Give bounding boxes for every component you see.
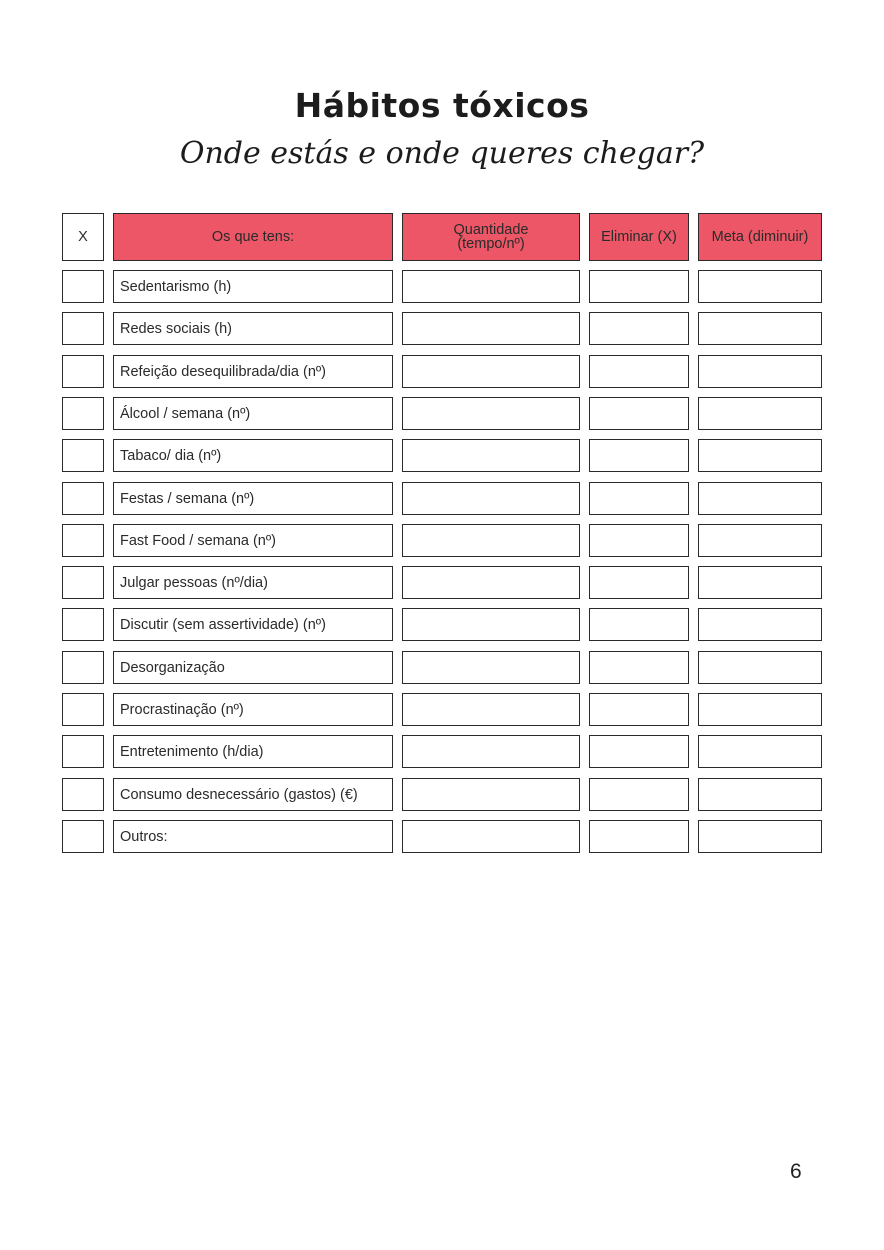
row-eliminate-field[interactable] [589,566,689,599]
row-checkbox[interactable] [62,651,104,684]
row-goal-field[interactable] [698,820,822,853]
row-goal-field[interactable] [698,566,822,599]
column-header-x: X [62,213,104,261]
row-checkbox[interactable] [62,735,104,768]
row-goal-field[interactable] [698,482,822,515]
row-eliminate-field[interactable] [589,735,689,768]
row-label: Desorganização [113,651,393,684]
row-label: Consumo desnecessário (gastos) (€) [113,778,393,811]
row-quantity-field[interactable] [402,482,580,515]
row-eliminate-field[interactable] [589,608,689,641]
row-quantity-field[interactable] [402,820,580,853]
row-eliminate-field[interactable] [589,439,689,472]
page-subtitle: Onde estás e onde queres chegar? [179,136,705,171]
row-eliminate-field[interactable] [589,482,689,515]
row-quantity-field[interactable] [402,397,580,430]
row-label: Procrastinação (nº) [113,693,393,726]
row-checkbox[interactable] [62,397,104,430]
column-header-eliminate: Eliminar (X) [589,213,689,261]
row-checkbox[interactable] [62,524,104,557]
page-title: Hábitos tóxicos [294,86,590,125]
row-quantity-field[interactable] [402,693,580,726]
row-quantity-field[interactable] [402,735,580,768]
row-checkbox[interactable] [62,439,104,472]
row-goal-field[interactable] [698,651,822,684]
row-label: Refeição desequilibrada/dia (nº) [113,355,393,388]
row-eliminate-field[interactable] [589,397,689,430]
row-label: Entretenimento (h/dia) [113,735,393,768]
row-eliminate-field[interactable] [589,693,689,726]
row-goal-field[interactable] [698,270,822,303]
row-quantity-field[interactable] [402,566,580,599]
row-quantity-field[interactable] [402,312,580,345]
row-eliminate-field[interactable] [589,820,689,853]
row-checkbox[interactable] [62,566,104,599]
row-label: Redes sociais (h) [113,312,393,345]
row-goal-field[interactable] [698,439,822,472]
row-quantity-field[interactable] [402,355,580,388]
row-quantity-field[interactable] [402,270,580,303]
row-checkbox[interactable] [62,312,104,345]
row-goal-field[interactable] [698,735,822,768]
row-quantity-field[interactable] [402,524,580,557]
row-checkbox[interactable] [62,482,104,515]
row-eliminate-field[interactable] [589,778,689,811]
row-quantity-field[interactable] [402,778,580,811]
column-header-goal: Meta (diminuir) [698,213,822,261]
row-goal-field[interactable] [698,397,822,430]
row-checkbox[interactable] [62,270,104,303]
page-number: 6 [790,1160,802,1183]
row-label: Julgar pessoas (nº/dia) [113,566,393,599]
row-label: Festas / semana (nº) [113,482,393,515]
row-eliminate-field[interactable] [589,355,689,388]
row-checkbox[interactable] [62,355,104,388]
row-goal-field[interactable] [698,524,822,557]
row-goal-field[interactable] [698,312,822,345]
row-quantity-field[interactable] [402,439,580,472]
row-checkbox[interactable] [62,693,104,726]
row-label: Sedentarismo (h) [113,270,393,303]
row-checkbox[interactable] [62,778,104,811]
row-eliminate-field[interactable] [589,524,689,557]
row-eliminate-field[interactable] [589,312,689,345]
row-checkbox[interactable] [62,820,104,853]
row-goal-field[interactable] [698,693,822,726]
row-label: Discutir (sem assertividade) (nº) [113,608,393,641]
row-goal-field[interactable] [698,355,822,388]
row-goal-field[interactable] [698,778,822,811]
row-label: Álcool / semana (nº) [113,397,393,430]
column-header-quantity: Quantidade (tempo/nº) [402,213,580,261]
row-label: Fast Food / semana (nº) [113,524,393,557]
row-label: Outros: [113,820,393,853]
row-quantity-field[interactable] [402,651,580,684]
row-label: Tabaco/ dia (nº) [113,439,393,472]
row-checkbox[interactable] [62,608,104,641]
row-quantity-field[interactable] [402,608,580,641]
column-header-habits: Os que tens: [113,213,393,261]
row-eliminate-field[interactable] [589,270,689,303]
row-goal-field[interactable] [698,608,822,641]
row-eliminate-field[interactable] [589,651,689,684]
